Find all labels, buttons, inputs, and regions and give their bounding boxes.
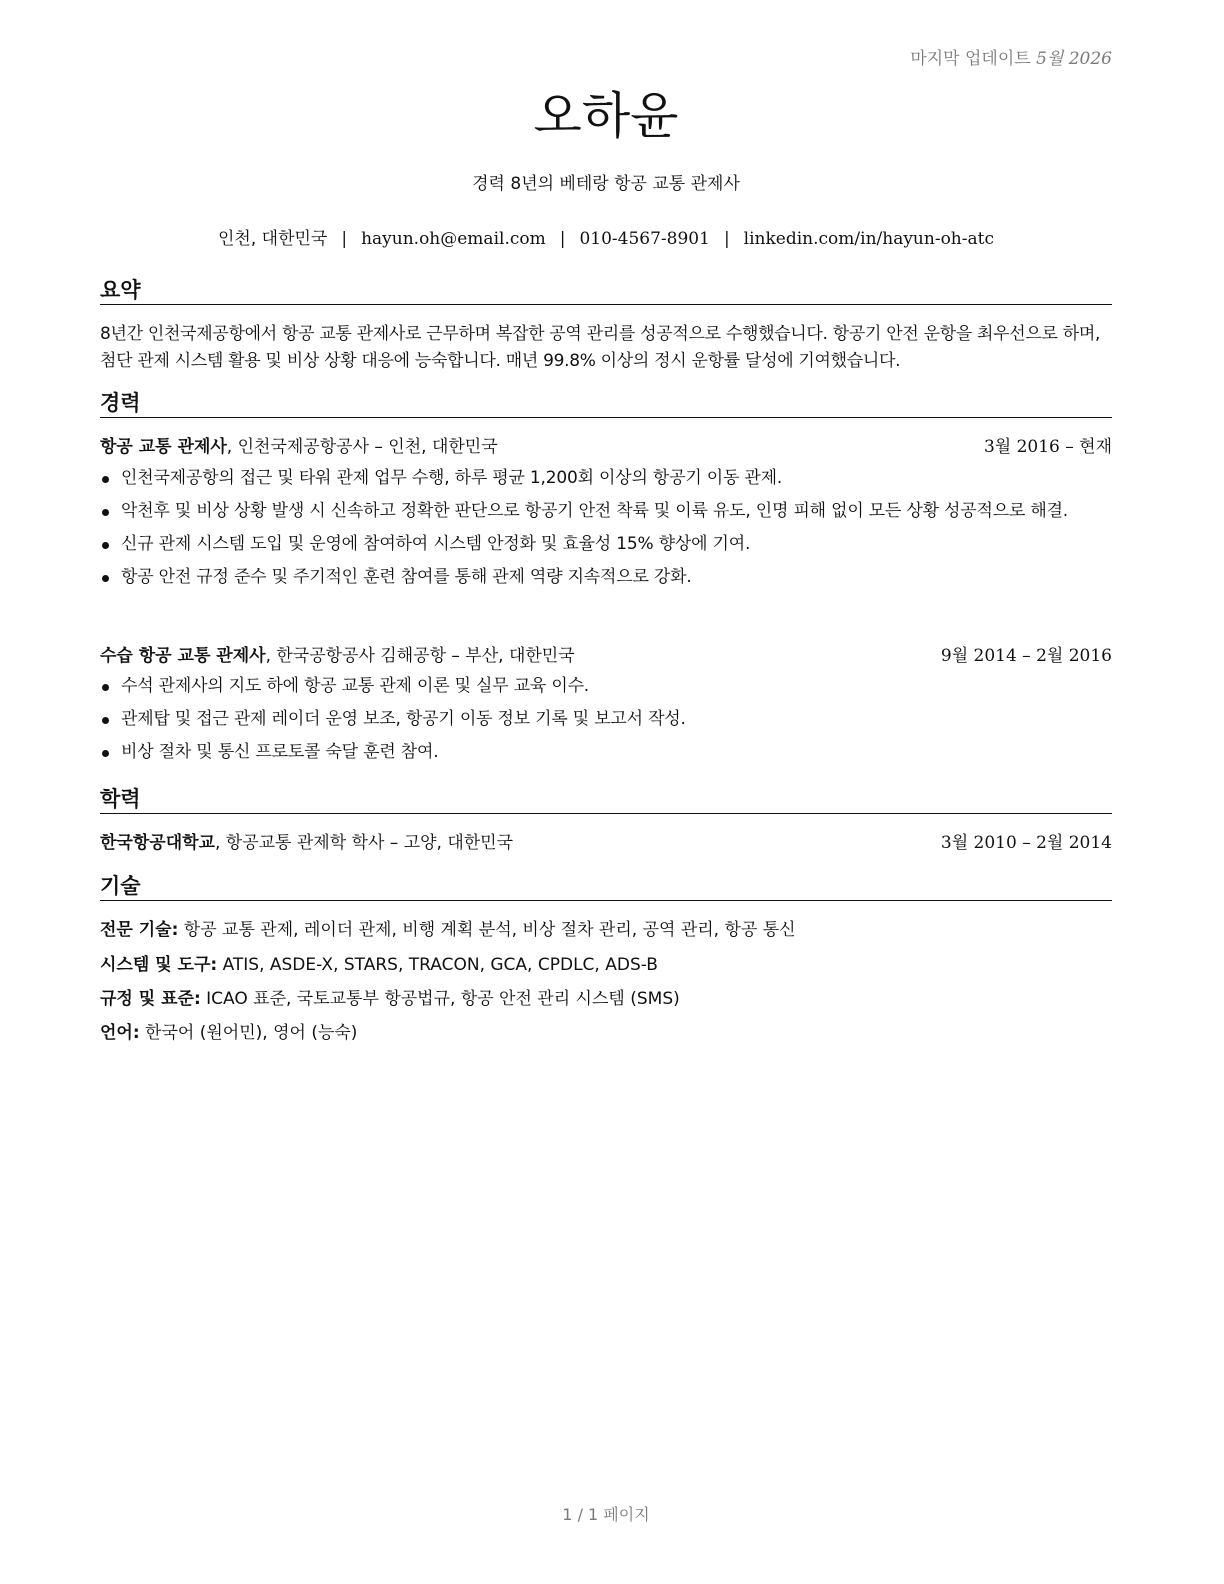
candidate-name: 오하윤 <box>533 87 679 145</box>
skill-label: 시스템 및 도구: <box>100 955 218 975</box>
skill-label: 언어: <box>100 1023 140 1043</box>
bullet-text: 항공 안전 규정 준수 및 주기적인 훈련 참여를 통해 관제 역량 지속적으로 강화. <box>121 567 692 587</box>
page-number: 1 / 1 페이지 <box>562 1505 650 1524</box>
degree-detail: , 항공교통 관제학 학사 – 고양, 대한민국 <box>214 833 514 853</box>
resume-page <box>100 0 1112 1584</box>
skill-value: ATIS, ASDE-X, STARS, TRACON, GCA, CPDLC, ADS-B <box>217 955 658 975</box>
list-item <box>100 499 1112 524</box>
list-item <box>100 707 1112 732</box>
bullet-text: 수석 관제사의 지도 하에 항공 교통 관제 이론 및 실무 교육 이수. <box>121 676 589 696</box>
job-bullets <box>100 674 1112 773</box>
list-item <box>100 532 1112 557</box>
skill-value: 항공 교통 관제, 레이더 관제, 비행 계획 분석, 비상 절차 관리, 공역 관리, 항공 통신 <box>178 920 796 940</box>
job-org: , 인천국제공항공사 – 인천, 대한민국 <box>226 437 498 457</box>
list-item <box>100 565 1112 590</box>
job-bullets <box>100 466 1112 598</box>
section-title-experience: 경력 <box>100 390 1112 418</box>
job-dates: 9월 2014 – 2월 2016 <box>940 646 1112 666</box>
bullet-text: 인천국제공항의 접근 및 타워 관제 업무 수행, 하루 평균 1,200회 이상의 항공기 이동 관제. <box>121 468 783 488</box>
section-title-education: 학력 <box>100 786 1112 814</box>
bullet-text: 신규 관제 시스템 도입 및 운영에 참여하여 시스템 안정화 및 효율성 15% 향상에 기여. <box>121 534 751 554</box>
list-item <box>100 740 1112 765</box>
bullet-text: 관제탑 및 접근 관제 레이더 운영 보조, 항공기 이동 정보 기록 및 보고서 작성. <box>121 709 686 729</box>
section-title-summary: 요약 <box>100 277 1112 305</box>
bullet-icon <box>102 750 109 757</box>
job-header <box>100 435 1112 459</box>
bullet-icon <box>102 476 109 483</box>
contact-line <box>100 224 1112 249</box>
job-org: , 한국공항공사 김해공항 – 부산, 대한민국 <box>265 646 575 666</box>
contact-linkedin[interactable]: linkedin.com/in/hayun-oh-atc <box>743 229 994 249</box>
job-header <box>100 644 1112 668</box>
education-entry <box>100 831 1112 855</box>
contact-phone[interactable]: 010-4567-8901 <box>579 229 710 249</box>
list-item <box>100 674 1112 699</box>
contact-separator: | <box>723 229 730 249</box>
education-dates: 3월 2010 – 2월 2014 <box>940 833 1112 853</box>
bullet-icon <box>102 575 109 582</box>
bullet-icon <box>102 542 109 549</box>
bullet-icon <box>102 717 109 724</box>
summary-text: 8년간 인천국제공항에서 항공 교통 관제사로 근무하며 복잡한 공역 관리를 성공적으로 수행했습니다. 항공기 안전 운항을 최우선으로 하며, 첨단 관제 시스템 활용 및 비상 상황 대응에 능숙합니다. 매년 99.8% 이상의 정시 운항률 달성에 기여했습니다. <box>100 324 1101 371</box>
school-name: 한국항공대학교 <box>100 833 215 853</box>
job-role: 수습 항공 교통 관제사 <box>100 646 266 666</box>
list-item <box>100 466 1112 491</box>
contact-separator: | <box>559 229 566 249</box>
skill-label: 규정 및 표준: <box>100 989 201 1009</box>
skill-label: 전문 기술: <box>100 920 179 940</box>
bullet-icon <box>102 509 109 516</box>
bullet-text: 악천후 및 비상 상황 발생 시 신속하고 정확한 판단으로 항공기 안전 착륙 및 이륙 유도, 인명 피해 없이 모든 상황 성공적으로 해결. <box>121 501 1069 521</box>
skill-line <box>100 953 1112 977</box>
contact-separator: | <box>341 229 348 249</box>
skill-line <box>100 918 1112 942</box>
bullet-text: 비상 절차 및 통신 프로토콜 숙달 훈련 참여. <box>121 742 439 762</box>
skill-value: ICAO 표준, 국토교통부 항공법규, 항공 안전 관리 시스템 (SMS) <box>200 989 680 1009</box>
skill-line <box>100 1021 1112 1045</box>
bullet-icon <box>102 684 109 691</box>
skill-value: 한국어 (원어민), 영어 (능숙) <box>139 1023 358 1043</box>
job-dates: 3월 2016 – 현재 <box>983 437 1112 457</box>
skill-line <box>100 987 1112 1011</box>
contact-email[interactable]: hayun.oh@email.com <box>361 229 546 249</box>
last-updated <box>910 44 1112 69</box>
job-role: 항공 교통 관제사 <box>100 437 227 457</box>
contact-location: 인천, 대한민국 <box>218 229 328 249</box>
last-updated-date: 5월 2026 <box>1036 49 1112 69</box>
section-title-skills: 기술 <box>100 873 1112 901</box>
tagline: 경력 8년의 베테랑 항공 교통 관제사 <box>472 174 740 194</box>
last-updated-label: 마지막 업데이트 <box>910 49 1031 69</box>
